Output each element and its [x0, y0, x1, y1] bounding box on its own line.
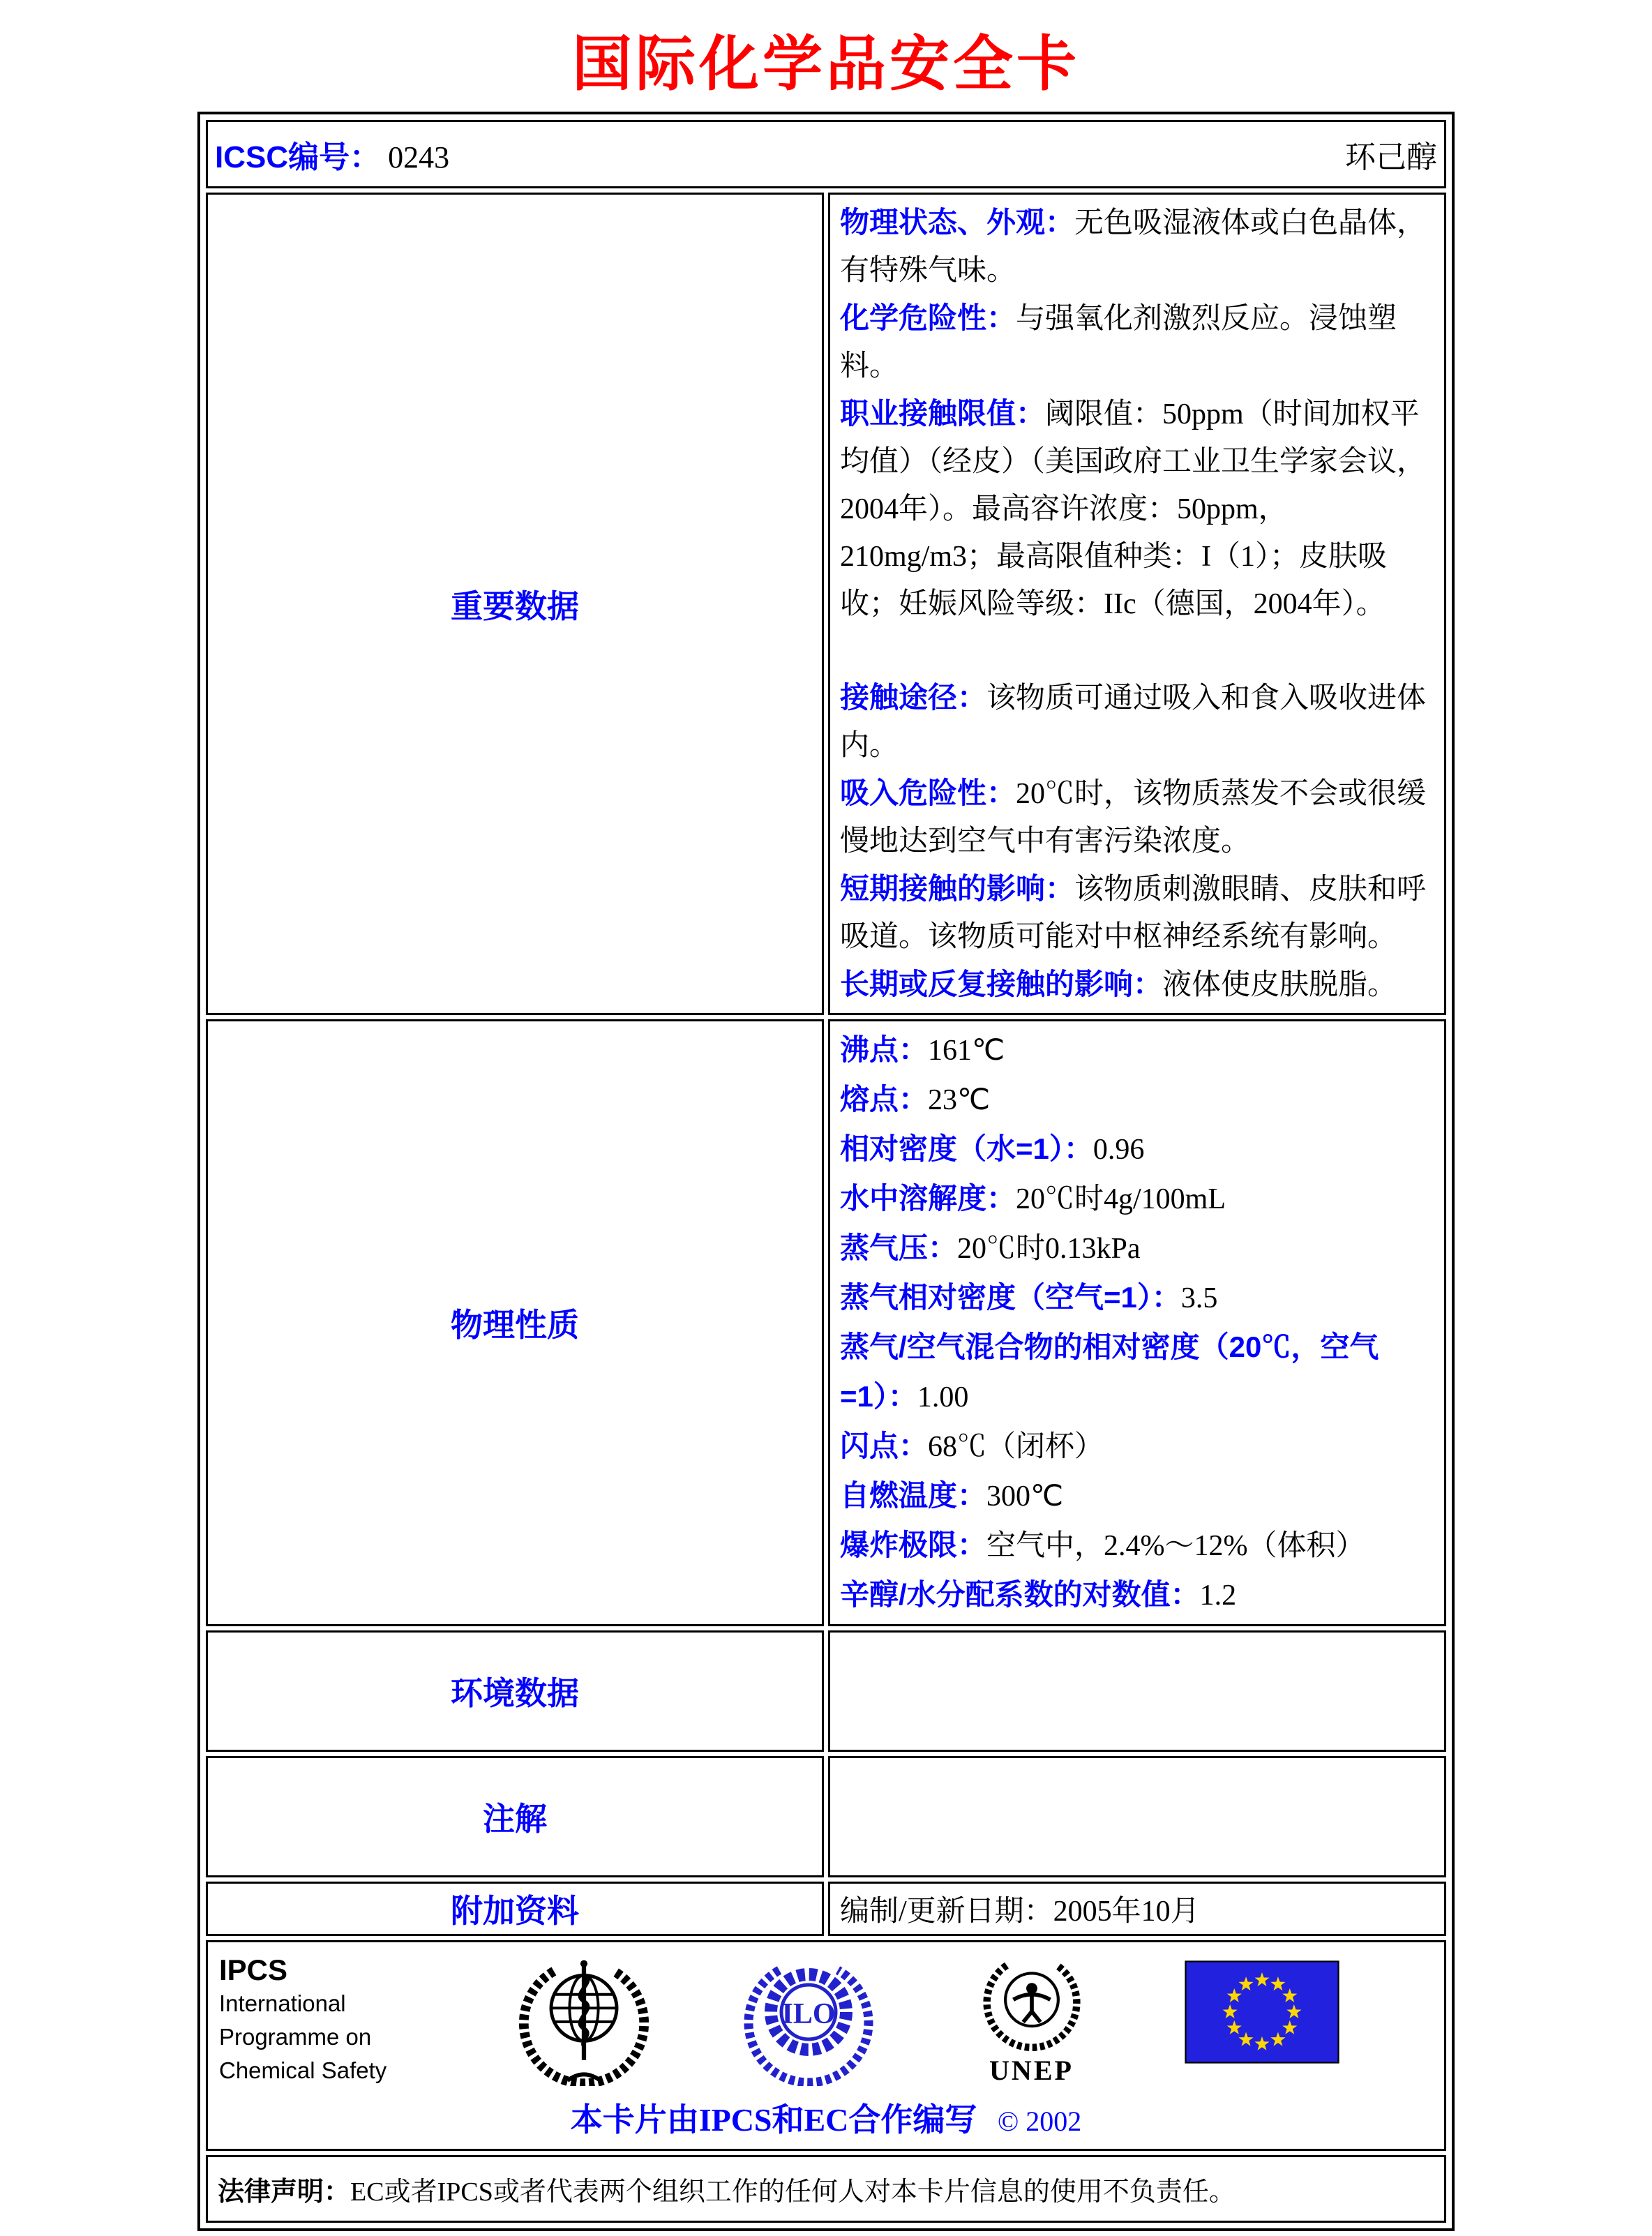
- ilo-logo: [739, 1953, 878, 2086]
- property-line: 蒸气/空气混合物的相对密度（20℃，空气=1）：1.00: [840, 1330, 1379, 1413]
- notes-content: [828, 1756, 1446, 1877]
- property-line: 爆炸极限：空气中，2.4%～12%（体积）: [840, 1529, 1365, 1562]
- legal-text: EC或者IPCS或者代表两个组织工作的任何人对本卡片信息的使用不负责任。: [350, 2177, 1236, 2207]
- property-line: 物理状态、外观：无色吸湿液体或白色晶体，有特殊气味。: [840, 206, 1427, 287]
- ipcs-subtitle-line: International: [219, 1990, 346, 2016]
- important-data-content: [828, 193, 1446, 1015]
- environment-data-content: [828, 1630, 1446, 1752]
- icsc-number-value: 0243: [388, 140, 450, 174]
- additional-info-content: [828, 1882, 1446, 1936]
- property-line: 短期接触的影响：该物质刺激眼睛、皮肤和呼吸道。该物质可能对中枢神经系统有影响。: [840, 872, 1427, 953]
- chemical-name: 环己醇: [1345, 140, 1437, 174]
- additional-info-row: [206, 1882, 1446, 1936]
- physical-properties-content: [828, 1019, 1446, 1626]
- ilo-letters: ILO: [781, 1998, 836, 2030]
- icsc-table: [202, 116, 1450, 2227]
- property-line: 接触途径：该物质可通过吸入和食入吸收进体内。: [840, 681, 1427, 762]
- notes-row: [206, 1756, 1446, 1877]
- logos-row: [206, 1940, 1446, 2151]
- important-data-row: [206, 193, 1446, 1015]
- header-cell: [206, 120, 1446, 188]
- eu-flag: [1185, 1960, 1339, 2067]
- unep-wordmark: UNEP: [989, 2055, 1074, 2086]
- legal-cell: [206, 2155, 1446, 2223]
- row-label-additional-info: 附加资料: [206, 1882, 824, 1936]
- icsc-number-group: [215, 132, 449, 177]
- property-line: 蒸气相对密度（空气=1）：3.5: [840, 1281, 1218, 1314]
- property-line: 吸入危险性：20℃时，该物质蒸发不会或很缓慢地达到空气中有害污染浓度。: [840, 776, 1427, 857]
- legal-row: [206, 2155, 1446, 2223]
- property-line: 相对密度（水=1）：0.96: [840, 1132, 1145, 1166]
- logos-cell: [206, 1940, 1446, 2151]
- property-line: 熔点：23℃: [840, 1083, 991, 1116]
- property-line: 闪点：68℃（闭杯）: [840, 1430, 1104, 1463]
- unep-logo: [966, 1953, 1098, 2087]
- physical-properties-row: [206, 1019, 1446, 1626]
- icsc-card: [197, 112, 1455, 2231]
- attribution-text: 本卡片由IPCS和EC合作编写: [570, 2102, 977, 2138]
- property-line: 化学危险性：与强氧化剂激烈反应。浸蚀塑料。: [840, 301, 1397, 382]
- legal-label: 法律声明：: [218, 2177, 351, 2207]
- property-line: 职业接触限值：阈限值：50ppm（时间加权平均值）（经皮）（美国政府工业卫生学家会议，2004年）。最高容许浓度：50ppm，210mg/m3；最高限值种类：I（1）；皮肤吸收；妊娠风险等级：IIc（德国，2004年）。: [840, 397, 1427, 620]
- row-label-environment-data: 环境数据: [206, 1630, 824, 1752]
- copyright-text: © 2002: [997, 2106, 1082, 2137]
- who-logo: [516, 1953, 652, 2086]
- property-line: 沸点：161℃: [840, 1033, 1005, 1067]
- property-line: 蒸气压：20℃时0.13kPa: [840, 1231, 1141, 1265]
- page-title: 国际化学品安全卡: [572, 31, 1080, 98]
- update-date-value: 2005年10月: [1053, 1896, 1200, 1928]
- environment-data-row: [206, 1630, 1446, 1752]
- row-label-notes: 注解: [206, 1756, 824, 1877]
- ipcs-title: IPCS: [219, 1953, 288, 1986]
- property-line: 水中溶解度：20℃时4g/100mL: [840, 1182, 1226, 1215]
- property-line: 长期或反复接触的影响：液体使皮肤脱脂。: [840, 968, 1397, 1001]
- property-line: 自燃温度：300℃: [840, 1479, 1064, 1513]
- row-label-physical-properties: 物理性质: [206, 1019, 824, 1626]
- property-line: 辛醇/水分配系数的对数值：1.2: [840, 1578, 1237, 1612]
- update-date-label: 编制/更新日期：: [840, 1896, 1053, 1928]
- ipcs-subtitle-line: Programme on: [219, 2024, 372, 2050]
- ipcs-subtitle-line: Chemical Safety: [219, 2057, 387, 2083]
- header-row: [206, 120, 1446, 188]
- row-label-important-data: 重要数据: [206, 193, 824, 1015]
- icsc-number-label: ICSC编号：: [215, 140, 381, 174]
- ipcs-text-block: [219, 1953, 428, 2087]
- attribution-caption: [208, 2094, 1444, 2140]
- blank-line: [840, 628, 1434, 674]
